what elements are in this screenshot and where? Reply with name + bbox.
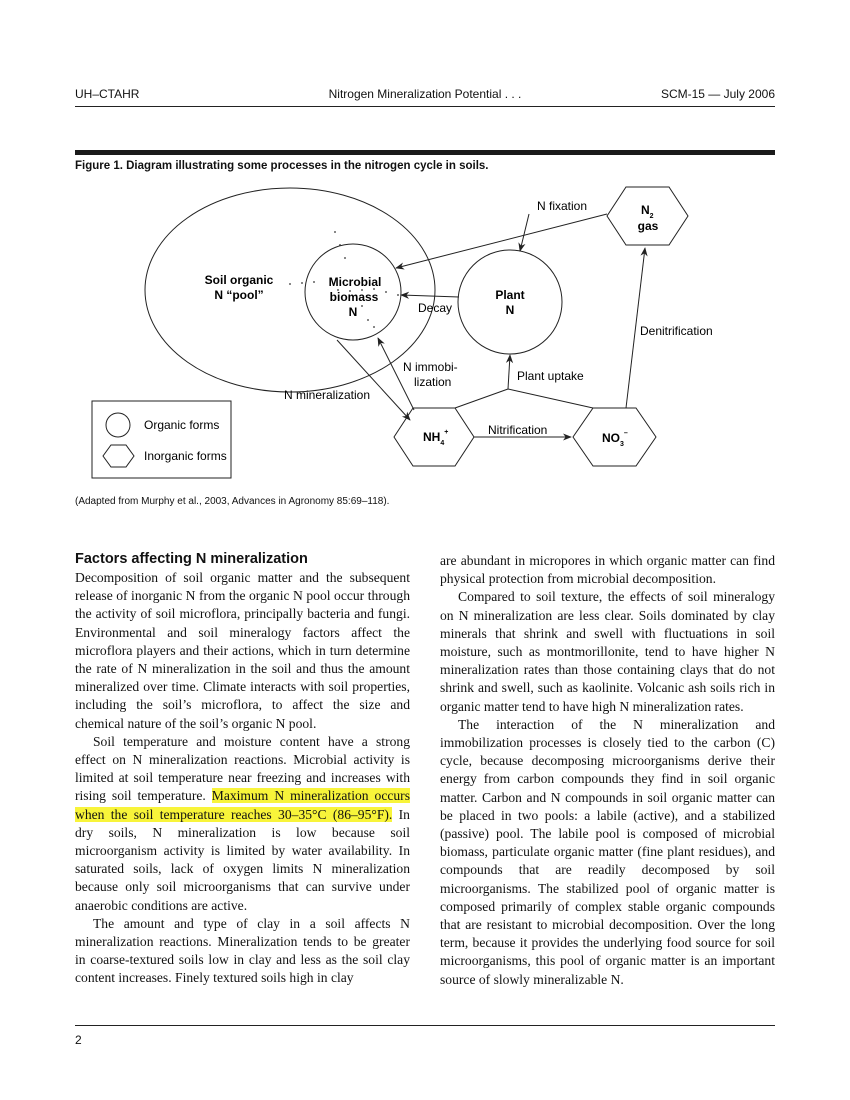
right-column — [440, 552, 775, 989]
paragraph-text: Soil temperature and moisture content have a strong effect on N mineralization reactions. Microbial activity is limited at soil temperature near freezing and increases with rising soil temperature. — [75, 733, 410, 804]
paragraph: Decomposition of soil organic matter and the subsequent release of inorganic N from the organic N pool occur through the activity of soil microflora, principally bacteria and fungi. Environmental and soil mineralogy factors affect the microflora players and their actions, which in turn determine the rate of N mineralization in the soil and thus the amount mineralized over time. Climate interacts with soil properties, including the soil’s microflora, to affect the size and chemical nature of the soil’s organic N pool. — [75, 570, 410, 731]
legend-inorganic-hexagon-icon — [103, 445, 134, 467]
microbial-label-3: N — [348, 305, 358, 319]
microbial-label-2: biomass — [329, 290, 379, 304]
figure-legend — [92, 401, 231, 478]
n-fixation-line — [396, 214, 607, 268]
plant-uptake-nh4-line — [455, 389, 508, 408]
legend-organic-circle-icon — [106, 413, 130, 437]
decay-arrow — [401, 295, 459, 297]
n-mineralization-label: N mineralization — [284, 388, 371, 402]
paragraph: The interaction of the N mineralization and immobilization processes is closely tied to the carbon (C) cycle, because decomposing microorganisms derive their energy from carbon compounds they find in soil organic matter. Carbon and N compounds in soil organic matter can be placed in two pools: a labile (active), and a stabilized (passive) pool. The labile pool is composed of microbial biomass, particulate organic matter (fine plant residues), and compounds that are readily decomposed by soil microorganisms. The stabilized pool of organic matter is composed primarily of complex stable organic compounds that are resistant to microbial decomposition. Over the long term, because it provides the underlying food source for soil microorganisms, this pool of organic matter is an important source of slowly mineralizable N. — [440, 716, 775, 987]
legend-inorganic-label: Inorganic forms — [144, 449, 227, 463]
nitrification-label: Nitrification — [488, 423, 548, 437]
plant-uptake-no3-line — [508, 389, 593, 408]
denitrification-label: Denitrification — [640, 324, 713, 338]
nh4-label — [423, 429, 448, 447]
paragraph: Compared to soil texture, the effects of soil mineralogy on N mineralization are less clear. Soils dominated by clay minerals that shrink and swell with fluctuations in soil moisture, such as montmorillonite, tend to have higher N mineralization rates than those containing clays that do not shrink and swell, such as kaolinite. Volcanic ash soils rich in organic matter tend to have high N mineralization rates. — [440, 589, 775, 714]
no3-sub: 3 — [620, 441, 624, 448]
n-fixation-label: N fixation — [537, 199, 588, 213]
no3-main: NO — [602, 431, 620, 445]
nh4-sub: 4 — [440, 440, 445, 447]
n-immobilization-label-2: lization — [414, 375, 452, 389]
figure-source: (Adapted from Murphy et al., 2003, Advances in Agronomy 85:69–118). — [75, 496, 390, 507]
decay-label: Decay — [418, 301, 453, 315]
left-column — [75, 550, 410, 988]
n2-sub: 2 — [649, 213, 654, 220]
n-fixation-plant-arrow — [520, 214, 529, 251]
paragraph — [75, 733, 410, 915]
plant-label-1: Plant — [495, 288, 525, 302]
cycle-arrows — [337, 214, 645, 437]
plant-uptake-label: Plant uptake — [517, 369, 584, 383]
footer-rule — [75, 1025, 775, 1026]
plant-uptake-arrow — [508, 355, 510, 389]
nitrogen-cycle-diagram — [0, 0, 850, 500]
nh4-main: NH — [423, 430, 441, 444]
header-right: SCM-15 — July 2006 — [660, 87, 775, 101]
section-heading: Factors affecting N mineralization — [75, 551, 308, 567]
paragraph: The amount and type of clay in a soil affects N mineralization reactions. Mineralization tends to be greater in coarse-textured soils low in clay and less as the soil clay content increases. Finely textured soils high in clay — [75, 915, 410, 986]
plant-n-circle — [458, 250, 562, 354]
microbial-label-1: Microbial — [328, 275, 382, 289]
header-left: UH–CTAHR — [75, 87, 140, 101]
legend-box — [92, 401, 231, 478]
plant-label-2: N — [505, 303, 515, 317]
n2-gas-label: gas — [637, 219, 659, 233]
figure-caption: Figure 1. Diagram illustrating some processes in the nitrogen cycle in soils. — [75, 160, 489, 172]
highlighted-text: Maximum N mineralization occurs when the soil temperature reaches 30–35°C (86–95°F). — [75, 788, 410, 822]
soil-organic-pool-ellipse — [145, 188, 435, 392]
n2-label — [641, 203, 654, 220]
paragraph: are abundant in micropores in which organic matter can find physical protection from microbial decomposition. — [440, 553, 775, 587]
n-immobilization-label-1: N immobi- — [403, 360, 458, 374]
header-title: Nitrogen Mineralization Potential . . . — [328, 87, 522, 101]
nh4-sup: + — [444, 429, 449, 436]
soil-pool-label-1: Soil organic — [204, 273, 274, 287]
soil-pool-label-2: N “pool” — [214, 288, 264, 302]
page-number: 2 — [75, 1033, 82, 1047]
legend-organic-label: Organic forms — [144, 418, 220, 432]
n2-main: N — [641, 203, 650, 217]
paragraph-text: In dry soils, N mineralization is low because soil microorganism activity is limited by water availability. In saturated soils, lack of oxygen limits N mineralization because only soil microorganisms that can survive under anaerobic conditions are active. — [75, 806, 410, 913]
no3-label — [602, 430, 628, 448]
no3-sup: – — [623, 430, 628, 437]
